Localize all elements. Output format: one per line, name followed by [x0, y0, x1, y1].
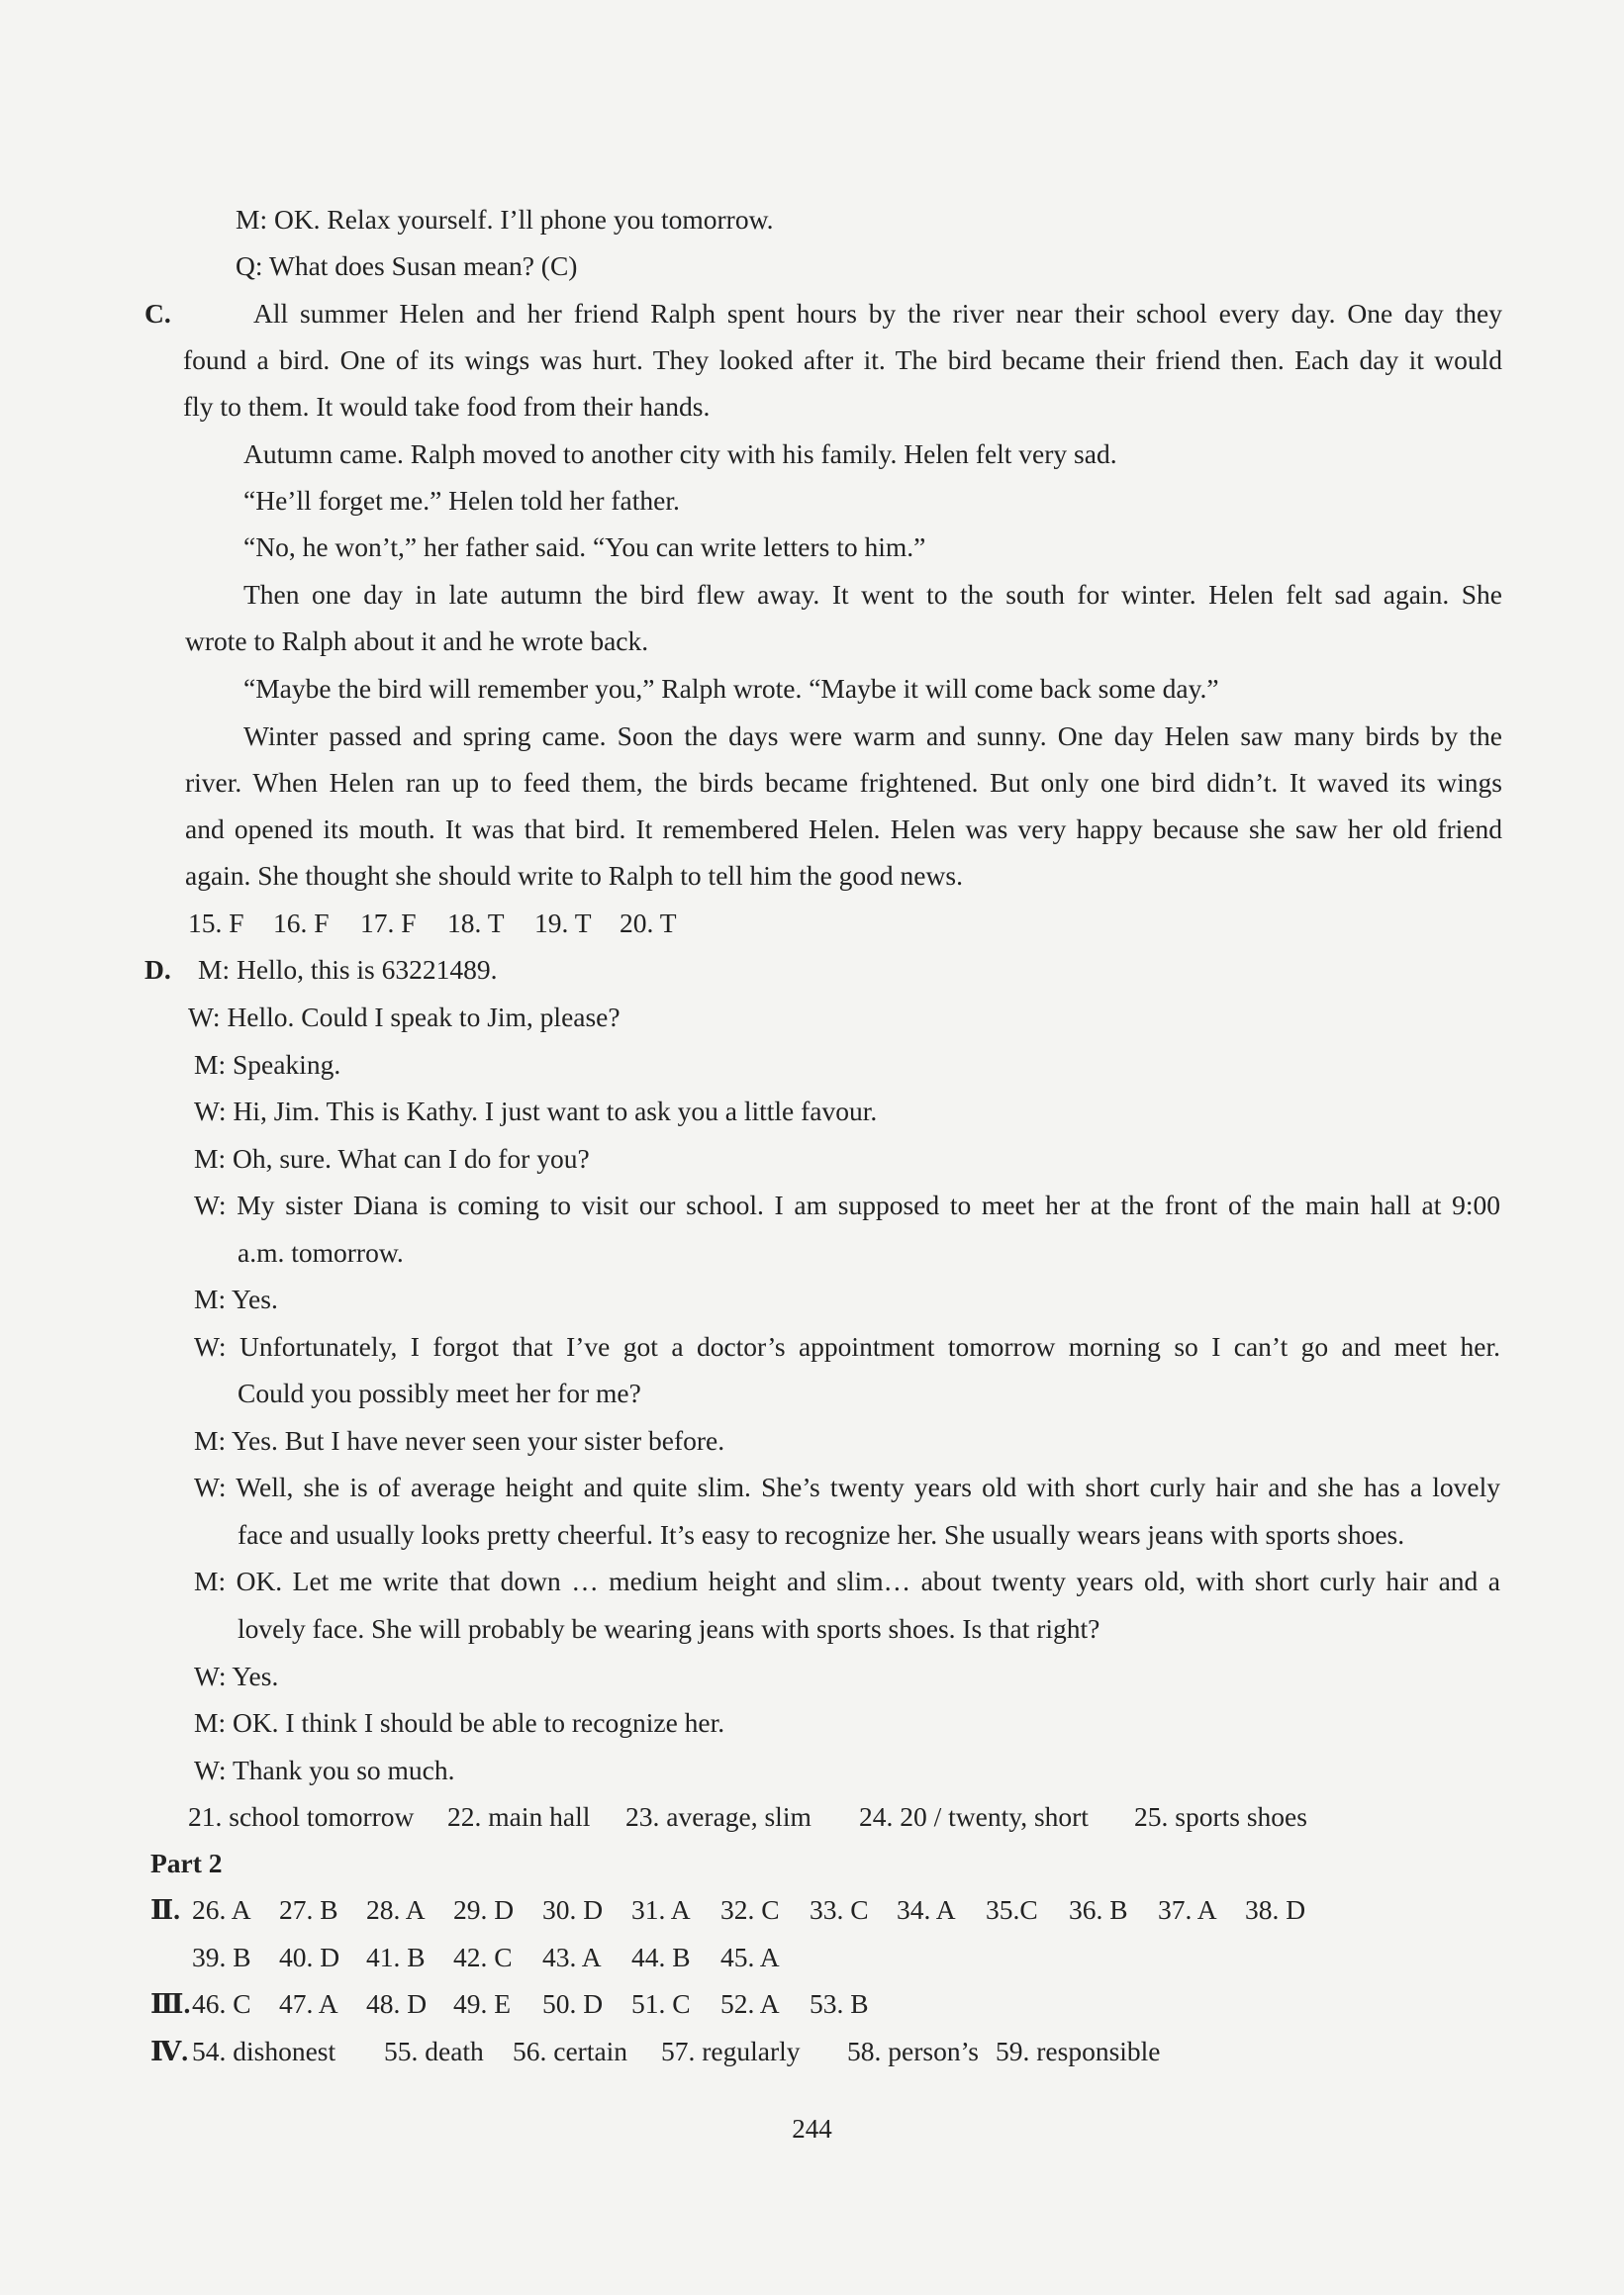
passage-line: river. When Helen ran up to feed them, the birds became frightened. But only one bird didn’t. It waved its wings [185, 767, 1502, 798]
answer-item: 58. person’s [847, 2036, 979, 2066]
section-iii-label: Ⅲ. [150, 1988, 191, 2019]
dialogue-line: Could you possibly meet her for me? [238, 1378, 641, 1408]
answer-item: 40. D [279, 1942, 340, 1972]
answer-item: 44. B [631, 1942, 691, 1972]
answer-item: 42. C [453, 1942, 513, 1972]
dialogue-line: M: Oh, sure. What can I do for you? [194, 1143, 590, 1174]
answer-item: 28. A [366, 1894, 426, 1925]
answer-item: 20. T [620, 908, 677, 938]
passage-line: Then one day in late autumn the bird flew away. It went to the south for winter. Helen felt sad again. She [243, 579, 1502, 610]
passage-line: again. She thought she should write to Ralph to tell him the good news. [185, 860, 963, 891]
section-ii-label: Ⅱ. [150, 1894, 181, 1925]
passage-line: wrote to Ralph about it and he wrote back. [185, 625, 649, 656]
section-d-label: D. [144, 954, 171, 985]
answer-item: 33. C [810, 1894, 869, 1925]
passage-line: found a bird. One of its wings was hurt. They looked after it. The bird became their friend then. Each day it would [183, 344, 1502, 375]
answer-item: 31. A [631, 1894, 691, 1925]
answer-item: 55. death [384, 2036, 484, 2066]
answer-item: 57. regularly [661, 2036, 801, 2066]
answer-item: 24. 20 / twenty, short [859, 1801, 1089, 1832]
dialogue-line: W: Hello. Could I speak to Jim, please? [188, 1002, 621, 1032]
answer-item: 49. E [453, 1988, 512, 2019]
question-line: Q: What does Susan mean? (C) [236, 250, 578, 281]
dialogue-line: M: Yes. But I have never seen your sister before. [194, 1425, 725, 1456]
answer-item: 50. D [542, 1988, 604, 2019]
passage-line: “No, he won’t,” her father said. “You can write letters to him.” [243, 531, 926, 562]
passage-line: and opened its mouth. It was that bird. It remembered Helen. Helen was very happy because she saw her old friend [185, 813, 1502, 844]
answer-item: 48. D [366, 1988, 428, 2019]
answer-item: 43. A [542, 1942, 602, 1972]
dialogue-line: M: Hello, this is 63221489. [198, 954, 498, 985]
dialogue-line: M: Yes. [194, 1284, 278, 1314]
dialogue-line: M: OK. I think I should be able to recognize her. [194, 1707, 725, 1738]
dialogue-line: W: Thank you so much. [194, 1755, 455, 1785]
answer-item: 41. B [366, 1942, 426, 1972]
answer-item: 32. C [720, 1894, 780, 1925]
dialogue-line: W: Well, she is of average height and quite slim. She’s twenty years old with short curly hair and she has a lovely [194, 1472, 1500, 1502]
answer-item: 30. D [542, 1894, 604, 1925]
answer-item: 47. A [279, 1988, 338, 2019]
passage-line: fly to them. It would take food from their hands. [183, 391, 711, 422]
page-number: 244 [792, 2114, 832, 2144]
dialogue-line: M: OK. Let me write that down … medium height and slim… about twenty years old, with short curly hair and a [194, 1566, 1500, 1596]
answer-item: 16. F [273, 908, 330, 938]
dialogue-line: W: Unfortunately, I forgot that I’ve got a doctor’s appointment tomorrow morning so I can’t go and meet her. [194, 1331, 1500, 1362]
answer-item: 23. average, slim [625, 1801, 812, 1832]
dialogue-line: W: Hi, Jim. This is Kathy. I just want to ask you a little favour. [194, 1096, 878, 1126]
answer-item: 45. A [720, 1942, 780, 1972]
answer-item: 21. school tomorrow [188, 1801, 415, 1832]
passage-line: Winter passed and spring came. Soon the days were warm and sunny. One day Helen saw many birds by the [243, 720, 1502, 751]
dialogue-line: face and usually looks pretty cheerful. It’s easy to recognize her. She usually wears jeans with sports shoes. [238, 1519, 1405, 1550]
dialogue-line: W: My sister Diana is coming to visit our school. I am supposed to meet her at the front of the main hall at 9:00 [194, 1190, 1500, 1220]
answer-item: 37. A [1158, 1894, 1217, 1925]
passage-line: All summer Helen and her friend Ralph spent hours by the river near their school every day. One day they [253, 298, 1502, 329]
answer-item: 53. B [810, 1988, 869, 2019]
dialogue-line: W: Yes. [194, 1661, 279, 1691]
answer-item: 18. T [447, 908, 505, 938]
answer-item: 38. D [1245, 1894, 1306, 1925]
section-iv-label: Ⅳ. [150, 2036, 189, 2066]
dialogue-line: lovely face. She will probably be wearing jeans with sports shoes. Is that right? [238, 1613, 1100, 1644]
answer-item: 46. C [192, 1988, 251, 2019]
answer-item: 54. dishonest [192, 2036, 336, 2066]
answer-item: 56. certain [513, 2036, 628, 2066]
dialogue-line: M: Speaking. [194, 1049, 341, 1080]
section-c-label: C. [144, 298, 171, 329]
answer-item: 15. F [188, 908, 244, 938]
answer-item: 17. F [360, 908, 417, 938]
answer-item: 22. main hall [447, 1801, 591, 1832]
answer-item: 35.C [986, 1894, 1038, 1925]
passage-line: “He’ll forget me.” Helen told her father. [243, 485, 680, 516]
part-2-heading: Part 2 [150, 1848, 223, 1878]
answer-item: 27. B [279, 1894, 338, 1925]
answer-item: 25. sports shoes [1134, 1801, 1307, 1832]
answer-item: 36. B [1069, 1894, 1128, 1925]
dialogue-line: M: OK. Relax yourself. I’ll phone you tomorrow. [236, 204, 774, 235]
dialogue-line: a.m. tomorrow. [238, 1237, 404, 1268]
answer-item: 34. A [897, 1894, 956, 1925]
answer-item: 52. A [720, 1988, 780, 2019]
passage-line: “Maybe the bird will remember you,” Ralph wrote. “Maybe it will come back some day.” [243, 673, 1219, 704]
answer-item: 51. C [631, 1988, 691, 2019]
answer-item: 29. D [453, 1894, 515, 1925]
answer-item: 26. A [192, 1894, 251, 1925]
answer-item: 59. responsible [996, 2036, 1161, 2066]
passage-line: Autumn came. Ralph moved to another city with his family. Helen felt very sad. [243, 438, 1117, 469]
answer-item: 39. B [192, 1942, 251, 1972]
answer-item: 19. T [534, 908, 592, 938]
